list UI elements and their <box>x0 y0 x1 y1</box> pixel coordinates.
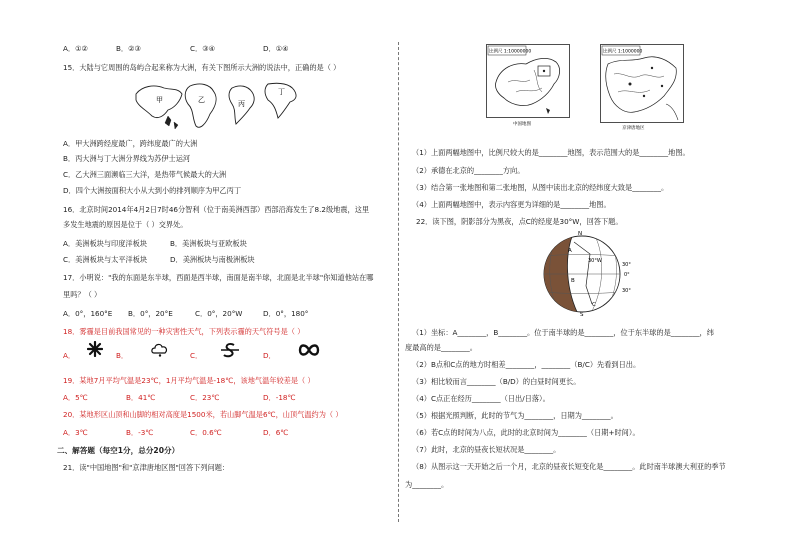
q22-item-3: （3）相比较而言________（B/D）的白昼时间更长。 <box>412 377 581 386</box>
q22-item-4: （4）C点正在经历________（日出/日落）。 <box>412 394 550 403</box>
q17-option-b: B．0°，20°E <box>128 309 173 318</box>
continent-yi-outline <box>185 84 216 127</box>
q18-option-a-label: A． <box>63 351 76 360</box>
q20-option-a: A．3℃ <box>63 428 88 437</box>
jjt-map-scale: 比例尺 1:1000000 <box>603 49 643 55</box>
q20-stem: 20．某地形区山顶和山脚的相对高度是1500米，若山脚气温是6℃，山顶气温约为（ ） <box>63 410 343 419</box>
q16-option-b: B．美洲板块与亚欧板块 <box>170 239 247 248</box>
globe-label-0: 0° <box>624 272 630 278</box>
cloud-icon <box>150 342 170 358</box>
q16-option-d: D．美洲板块与南极洲板块 <box>170 255 255 264</box>
q20-option-b: B．-3℃ <box>126 428 154 437</box>
map-label-yi: 乙 <box>198 96 205 104</box>
q14-option-c: C．③④ <box>190 44 216 53</box>
column-divider <box>398 42 399 522</box>
q22-item-5: （5）根据光照判断，此时的节气为________，日期为________。 <box>412 411 618 420</box>
q14-option-b: B．②③ <box>116 44 142 53</box>
section-2-heading: 二、解答题（每空1分，总分20分） <box>57 446 180 455</box>
q21-stem: 21．读"中国地图"和"京津唐地区图"回答下列问题： <box>63 463 230 472</box>
china-map-scale: 比例尺 1:10000000 <box>489 49 532 55</box>
jingjintang-map <box>600 44 684 132</box>
globe-point-a: A <box>568 248 572 254</box>
globe-point-s: S <box>580 312 584 316</box>
globe-label-30s: 30° <box>622 288 631 294</box>
globe-point-n: N <box>578 231 583 237</box>
q16-option-a: A．美洲板块与印度洋板块 <box>63 239 147 248</box>
china-map <box>486 44 570 128</box>
q22-item-1b: 度最高的是________。 <box>405 343 477 352</box>
q16-stem-line1: 16．北京时间2014年4月2日7时46分智利（位于南美洲西部）西部沿海发生了8.2级地震，这里 <box>63 205 370 214</box>
q19-option-b: B．41℃ <box>126 393 156 402</box>
q16-stem-line2: 多发生地震的原因是位于（ ）交界处。 <box>63 220 188 229</box>
q18-option-d-label: D． <box>263 351 276 360</box>
q17-option-d: D．0°，180° <box>263 309 309 318</box>
q21-item-2: （2）承德在北京的________方向。 <box>412 166 525 175</box>
q22-item-8a: （8）从图示这一天开始之后一个月，北京的昼夜长短变化是________。此时南半球澳大利亚的季节 <box>412 462 726 471</box>
map-label-jia: 甲 <box>156 96 163 104</box>
q17-stem-line2: 里吗？（ ） <box>63 290 102 299</box>
q18-option-b-label: B． <box>116 351 129 360</box>
china-map-caption: 中国地图 <box>513 122 531 127</box>
globe-label-30w: 30°W <box>588 258 602 264</box>
continents-figure <box>128 80 313 134</box>
infinity-symbol-icon <box>298 343 320 357</box>
q15-option-a: A．甲大洲跨经度最广，跨纬度最广的大洲 <box>63 139 198 148</box>
q21-item-3: （3）结合第一张地图和第二张地图，从图中读出北京的经纬度大致是________。 <box>412 183 669 192</box>
q16-option-c: C．美洲板块与太平洋板块 <box>63 255 148 264</box>
q15-option-c: C．乙大洲三面濒临三大洋，是热带气候最大的大洲 <box>63 170 227 179</box>
haze-symbol-icon <box>220 342 240 358</box>
q17-option-a: A．0°，160°E <box>63 309 113 318</box>
asterisk-icon <box>87 341 103 357</box>
q19-stem: 19．某地7月平均气温是23℃，1月平均气温是-18℃，该地气温年较差是（ ） <box>63 376 315 385</box>
q15-option-b: B．丙大洲与丁大洲分界线为苏伊士运河 <box>63 154 191 163</box>
q19-option-d: D．-18℃ <box>263 393 296 402</box>
q15-stem: 15．大陆与它周围的岛屿合起来称为大洲，有关下图所示大洲的说法中，正确的是（ ） <box>63 63 341 72</box>
q22-stem: 22．读下图，阴影部分为黑夜，点C的经度是30°W，回答下题。 <box>416 217 623 226</box>
globe-figure <box>530 228 640 316</box>
globe-label-30n: 30° <box>622 262 631 268</box>
q14-option-a: A．①② <box>63 44 88 53</box>
q18-stem: 18．雾霾是目前我国常见的一种灾害性天气，下列表示霾的天气符号是（ ） <box>63 327 305 336</box>
q21-item-4: （4）上面两幅地图中，表示内容更为详细的是________地图。 <box>412 200 611 209</box>
q21-item-1: （1）上面两幅地图中，比例尺较大的是________地图，表示范围大的是________地图。 <box>412 148 690 157</box>
q22-item-8b: 为________。 <box>405 480 449 489</box>
map-label-ding: 丁 <box>278 88 285 96</box>
q20-option-c: C．0.6℃ <box>190 428 222 437</box>
q22-item-1a: （1）坐标：A________，B________。位于南半球的是________，位于东半球的是________，纬 <box>412 328 714 337</box>
q22-item-6: （6）若C点的时间为八点，此时的北京时间为________（日期+时间）。 <box>412 428 640 437</box>
q17-option-c: C．0°，20°W <box>195 309 243 318</box>
q19-option-a: A．5℃ <box>63 393 88 402</box>
q17-stem-line1: 17．小明说："我的东面是东半球，西面是西半球，南面是南半球，北面是北半球"你知道他站在哪 <box>63 273 374 282</box>
q20-option-d: D．6℃ <box>263 428 289 437</box>
globe-point-c: C <box>592 302 596 308</box>
island-outline <box>165 116 178 129</box>
map-label-bing: 丙 <box>238 100 245 108</box>
q19-option-c: C．23℃ <box>190 393 220 402</box>
q15-option-d: D．四个大洲按面积大小从大到小的排列顺序为甲乙丙丁 <box>63 186 242 195</box>
q14-option-d: D．①④ <box>263 44 289 53</box>
q22-item-7: （7）此时，北京的昼夜长短状况是________。 <box>412 445 561 454</box>
globe-point-b: B <box>571 278 575 284</box>
q22-item-2: （2）B点和C点的地方时相差________，________（B/C）先看到日出。 <box>412 360 641 369</box>
jjt-map-caption: 京津唐地区 <box>622 126 645 131</box>
q18-option-c-label: C． <box>190 351 203 360</box>
